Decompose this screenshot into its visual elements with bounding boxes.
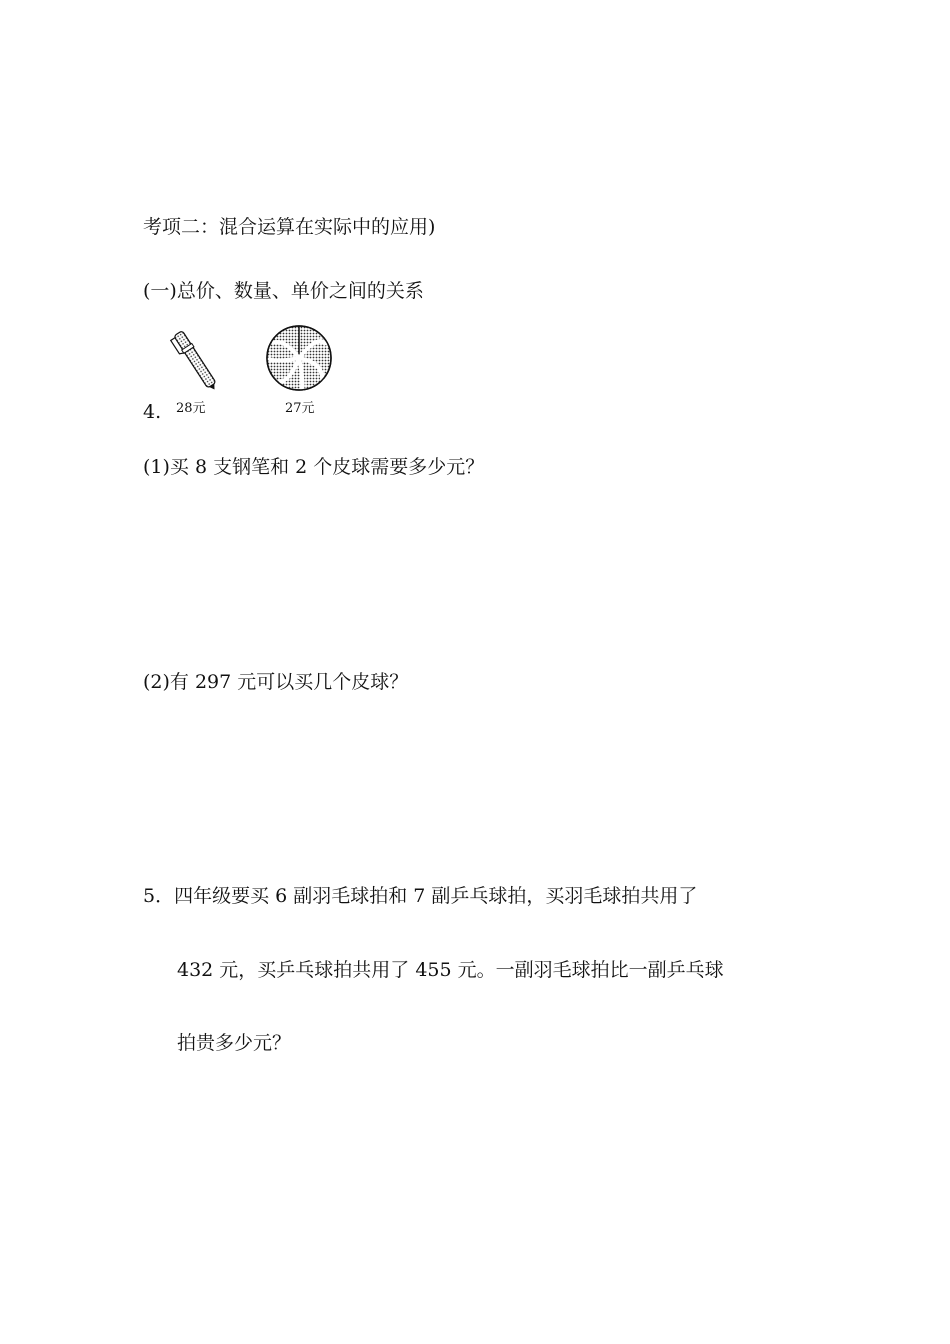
question-4-part-2: (2)有 297 元可以买几个皮球？ xyxy=(143,671,409,693)
subsection-title: (一)总价、数量、单价之间的关系 xyxy=(143,280,424,302)
question-5-line-3: 拍贵多少元？ xyxy=(177,1032,292,1054)
question-5-line-1: 5．四年级要买 6 副羽毛球拍和 7 副乒乓球拍，买羽毛球拍共用了 xyxy=(143,885,698,907)
pen-price: 28元 xyxy=(176,401,206,416)
question-4-part-1: (1)买 8 支钢笔和 2 个皮球需要多少元？ xyxy=(143,456,485,478)
question-4-number: 4. xyxy=(143,401,162,423)
question-5-line-2: 432 元，买乒乓球拍共用了 455 元。一副羽毛球拍比一副乒乓球 xyxy=(177,959,724,981)
pen-icon xyxy=(166,326,226,400)
ball-price: 27元 xyxy=(285,401,315,416)
section-title: 考项二：混合运算在实际中的应用) xyxy=(143,216,436,238)
ball-icon xyxy=(264,323,334,397)
